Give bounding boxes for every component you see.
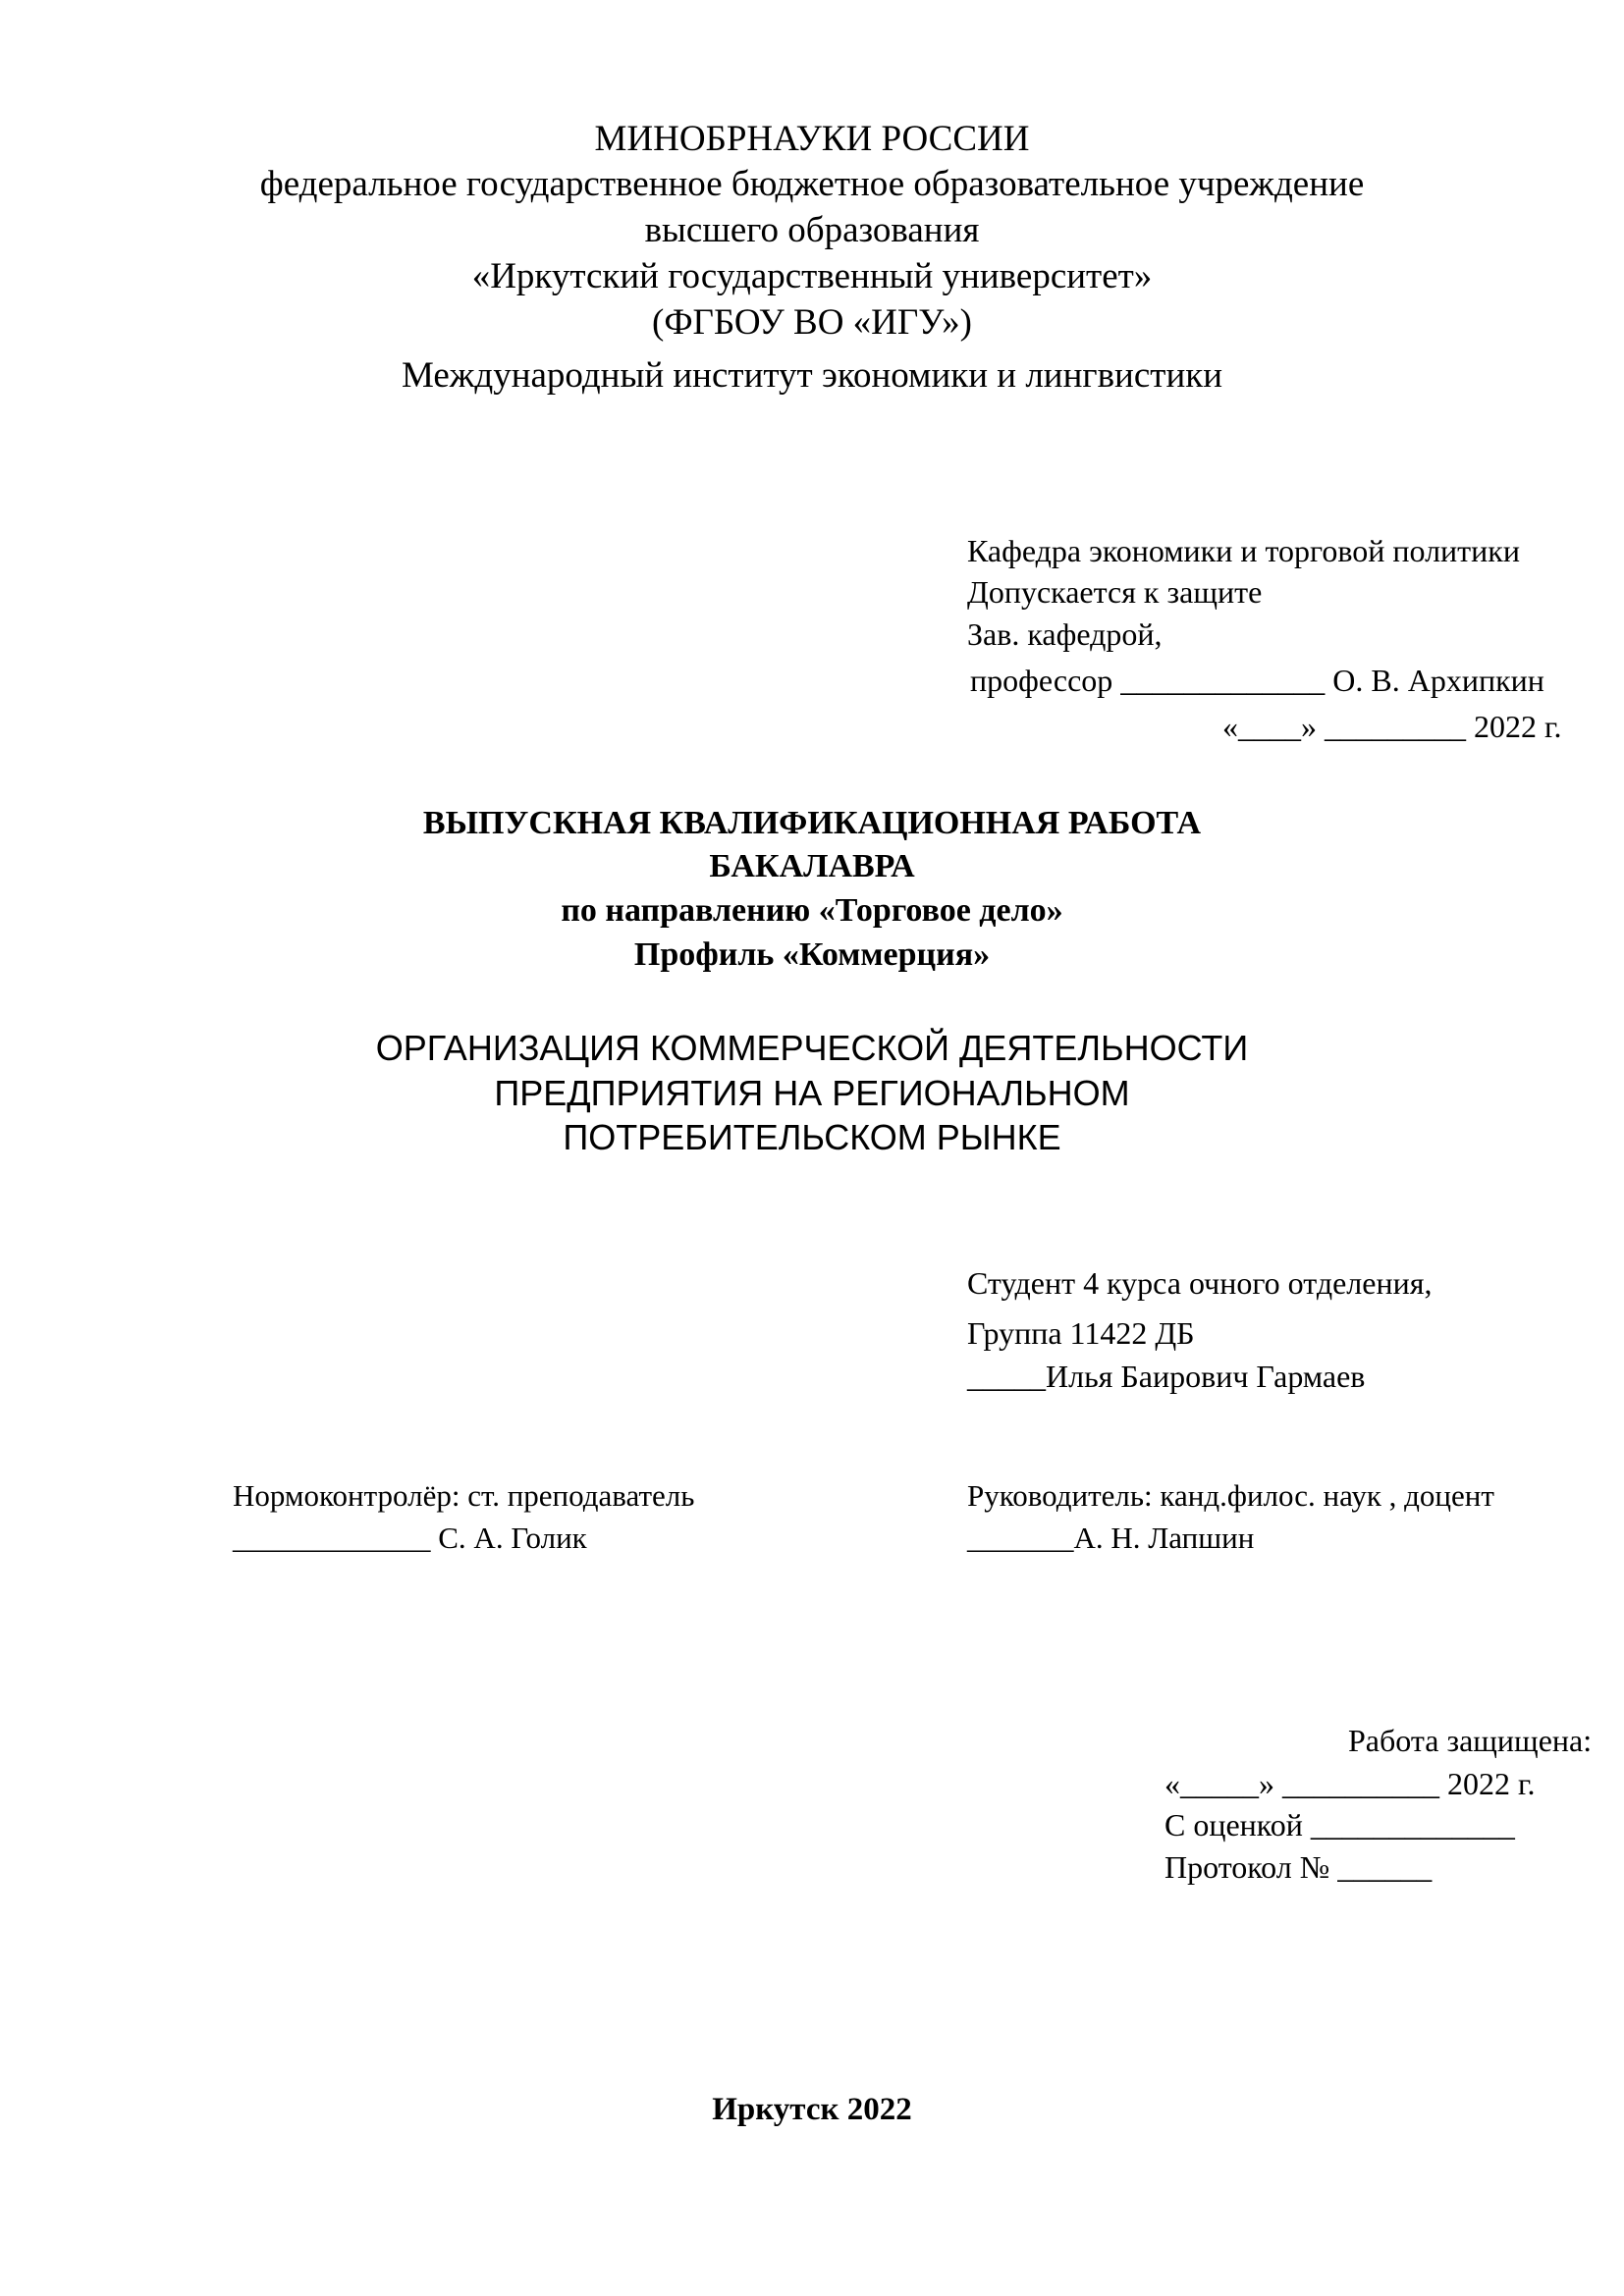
student-name-line: _____Илья Баирович Гармаев xyxy=(967,1359,1366,1394)
normcontrol-name-line: _____________ С. А. Голик xyxy=(233,1521,587,1555)
department-name: Кафедра экономики и торговой политики xyxy=(967,533,1520,568)
university-abbreviation: (ФГБОУ ВО «ИГУ») xyxy=(652,302,972,343)
head-of-department: Зав. кафедрой, xyxy=(967,616,1163,652)
university-name: «Иркутский государственный университет» xyxy=(471,256,1153,296)
supervisor-name-line: _______А. Н. Лапшин xyxy=(967,1521,1255,1555)
student-group: Группа 11422 ДБ xyxy=(967,1315,1195,1351)
study-direction: по направлению «Торговое дело» xyxy=(561,892,1063,929)
normcontrol-title: Нормоконтролёр: ст. преподаватель xyxy=(233,1478,695,1513)
professor-signature-line: профессор _____________ О. В. Архипкин xyxy=(970,663,1544,698)
city-year: Иркутск 2022 xyxy=(712,2092,912,2127)
topic-line3: ПОТРЕБИТЕЛЬСКОМ РЫНКЕ xyxy=(563,1117,1061,1157)
topic-line1: ОРГАНИЗАЦИЯ КОММЕРЧЕСКОЙ ДЕЯТЕЛЬНОСТИ xyxy=(375,1028,1249,1068)
approval-date-line: «____» _________ 2022 г. xyxy=(1222,709,1562,744)
ministry-name: МИНОБРНАУКИ РОССИИ xyxy=(594,119,1030,159)
admitted-to-defense: Допускается к защите xyxy=(967,574,1263,610)
defense-title: Работа защищена: xyxy=(1348,1723,1593,1758)
student-course: Студент 4 курса очного отделения, xyxy=(967,1265,1433,1301)
topic-line2: ПРЕДПРИЯТИЯ НА РЕГИОНАЛЬНОМ xyxy=(494,1073,1130,1113)
work-type-line1: ВЫПУСКНАЯ КВАЛИФИКАЦИОННАЯ РАБОТА xyxy=(422,805,1202,841)
institution-type: федеральное государственное бюджетное образовательное учреждение xyxy=(259,164,1365,204)
supervisor-title: Руководитель: канд.филос. наук , доцент xyxy=(967,1478,1494,1513)
study-profile: Профиль «Коммерция» xyxy=(633,936,991,973)
institute-name: Международный институт экономики и лингвистики xyxy=(401,355,1223,396)
work-type-line2: БАКАЛАВРА xyxy=(709,848,915,884)
defense-protocol-line: Протокол № ______ xyxy=(1164,1849,1433,1885)
education-level: высшего образования xyxy=(644,210,980,250)
defense-grade-line: С оценкой _____________ xyxy=(1164,1807,1515,1842)
defense-date-line: «_____» __________ 2022 г. xyxy=(1164,1766,1536,1801)
